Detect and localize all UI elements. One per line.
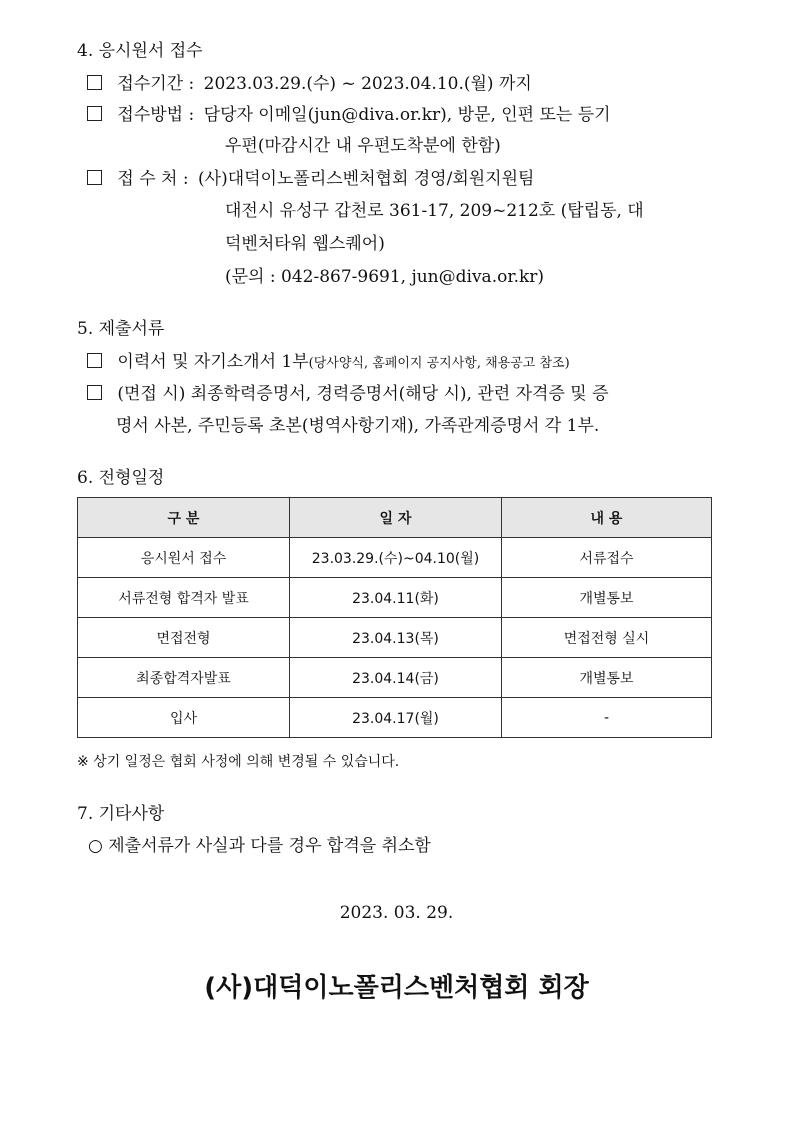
doc-item-1 xyxy=(87,347,570,372)
section-4-heading: 4. 응시원서 접수 xyxy=(77,41,203,61)
doc-item-2-line2: 명서 사본, 주민등록 초본(병역사항기재), 가족관계증명서 각 1부. xyxy=(116,416,600,436)
place-value-line1: (사)대덕이노폴리스벤처협회 경영/회원지원팀 xyxy=(198,169,535,189)
schedule-table xyxy=(77,497,712,738)
period-value: 2023.03.29.(수) ~ 2023.04.10.(월) 까지 xyxy=(203,74,532,94)
table-cell: 서류접수 xyxy=(502,538,712,578)
place-value-line2: 대전시 유성구 갑천로 361-17, 209~212호 (탑립동, 대 xyxy=(225,201,644,221)
other-item: ○ 제출서류가 사실과 다를 경우 합격을 취소함 xyxy=(88,836,431,856)
method-label: 접수방법 : xyxy=(117,105,195,125)
checkbox-icon xyxy=(87,106,102,121)
checkbox-icon xyxy=(87,75,102,90)
period-label: 접수기간 : xyxy=(117,74,195,94)
table-header-row xyxy=(78,498,712,538)
column-header: 구 분 xyxy=(78,498,290,538)
table-cell: 개별통보 xyxy=(502,658,712,698)
checkbox-icon xyxy=(87,353,102,368)
method-row xyxy=(87,100,611,125)
doc-item-2 xyxy=(87,379,609,404)
table-cell: 23.04.14(금) xyxy=(290,658,502,698)
table-cell: 면접전형 실시 xyxy=(502,618,712,658)
table-row xyxy=(78,698,712,738)
doc-item-1-main: 이력서 및 자기소개서 1부 xyxy=(117,352,309,372)
table-cell: 입사 xyxy=(78,698,290,738)
section-5-heading: 5. 제출서류 xyxy=(77,319,165,339)
table-cell: 최종합격자발표 xyxy=(78,658,290,698)
schedule-note: ※ 상기 일정은 협회 사정에 의해 변경될 수 있습니다. xyxy=(77,754,400,770)
place-row xyxy=(87,164,534,189)
table-row xyxy=(78,538,712,578)
checkbox-icon xyxy=(87,385,102,400)
table-row xyxy=(78,618,712,658)
table-cell: 서류전형 합격자 발표 xyxy=(78,578,290,618)
method-value-line1: 담당자 이메일(jun@diva.or.kr), 방문, 인편 또는 등기 xyxy=(203,105,611,125)
doc-item-2-line1: (면접 시) 최종학력증명서, 경력증명서(해당 시), 관련 자격증 및 증 xyxy=(117,384,609,404)
place-label: 접 수 처 : xyxy=(117,169,189,189)
table-cell: 23.04.13(목) xyxy=(290,618,502,658)
table-cell: 23.04.11(화) xyxy=(290,578,502,618)
table-row xyxy=(78,658,712,698)
table-cell: 면접전형 xyxy=(78,618,290,658)
table-cell: 개별통보 xyxy=(502,578,712,618)
checkbox-icon xyxy=(87,170,102,185)
table-cell: 23.04.17(월) xyxy=(290,698,502,738)
column-header: 내 용 xyxy=(502,498,712,538)
section-6-heading: 6. 전형일정 xyxy=(77,468,165,488)
place-value-line3: 덕벤처타워 웹스퀘어) xyxy=(225,234,385,254)
table-row xyxy=(78,578,712,618)
table-cell: - xyxy=(502,698,712,738)
table-cell: 23.03.29.(수)~04.10(월) xyxy=(290,538,502,578)
document-date: 2023. 03. 29. xyxy=(339,903,454,923)
contact-info: (문의 : 042-867-9691, jun@diva.or.kr) xyxy=(225,267,545,287)
table-cell: 응시원서 접수 xyxy=(78,538,290,578)
column-header: 일 자 xyxy=(290,498,502,538)
method-value-line2: 우편(마감시간 내 우편도착분에 한함) xyxy=(225,136,501,156)
section-7-heading: 7. 기타사항 xyxy=(77,804,165,824)
signature-line: (사)대덕이노폴리스벤처협회 회장 xyxy=(204,973,589,1003)
period-row xyxy=(87,69,532,94)
doc-item-1-note: (당사양식, 홈페이지 공지사항, 채용공고 참조) xyxy=(308,356,570,371)
